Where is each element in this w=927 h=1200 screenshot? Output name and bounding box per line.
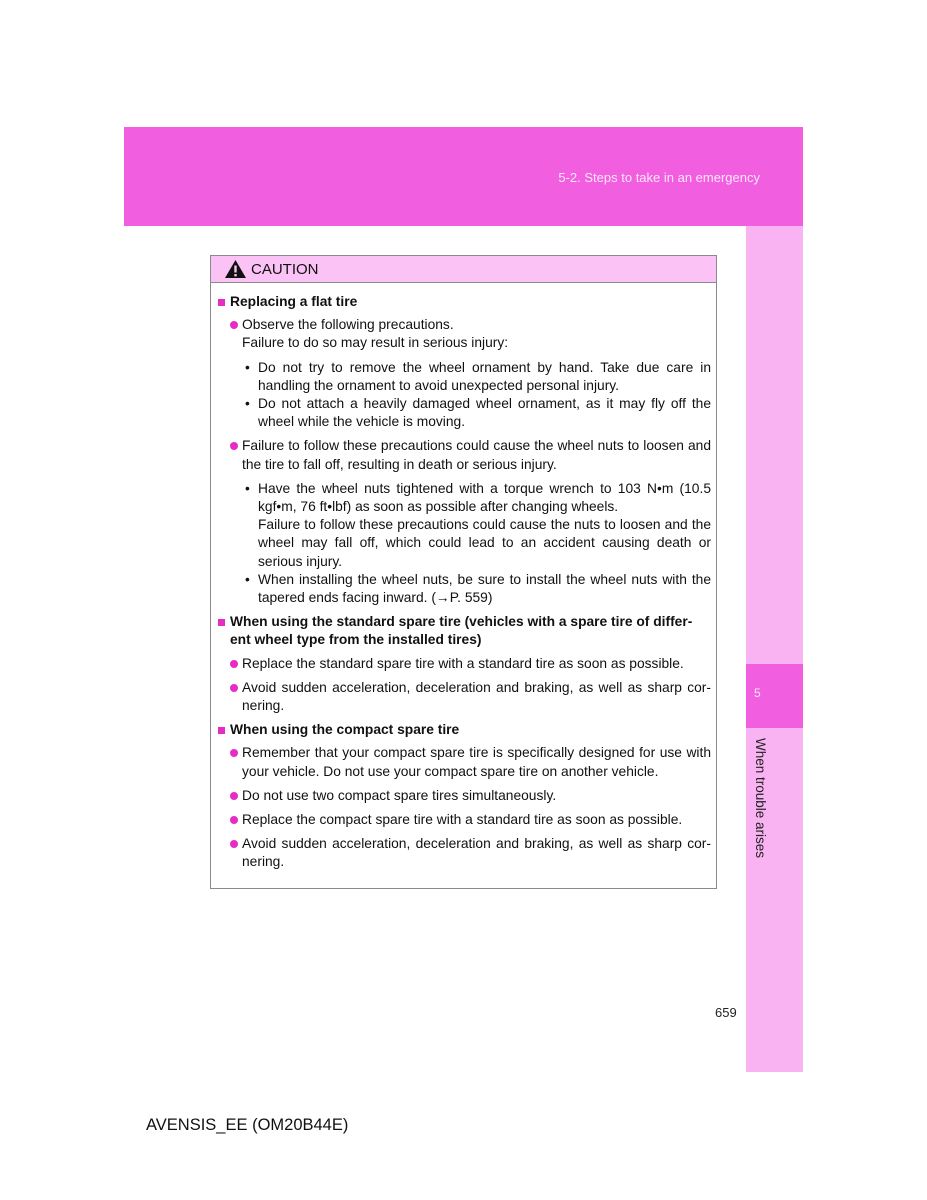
precaution-point: Remember that your compact spare tire is specifically designed for use with your vehicle. Do not use your compact spare tire on another vehicle. [230, 744, 711, 780]
square-bullet-icon [218, 299, 225, 306]
precaution-point: Replace the compact spare tire with a standard tire as soon as possible. [230, 811, 711, 829]
sub-item: • When installing the wheel nuts, be sure to install the wheel nuts with the tapered ends facing inward. (→P. 559) [245, 571, 711, 606]
section-heading: Replacing a flat tire [216, 293, 711, 311]
warning-triangle-icon [224, 259, 247, 279]
caution-title: CAUTION [251, 260, 319, 278]
page-number: 659 [715, 1005, 737, 1020]
precaution-point: Replace the standard spare tire with a standard tire as soon as possible. [230, 655, 711, 673]
chapter-number-box [746, 664, 803, 728]
caution-box [210, 255, 717, 889]
sub-item: • Have the wheel nuts tightened with a torque wrench to 103 N•m (10.5 kgf•m, 76 ft•lbf) as soon as possible after changing wheels. Failure to follow these precautions could cause the nuts to loosen and the wheel may fall off, which could lead to an accident causing death or serious injury. [245, 480, 711, 569]
caution-content [211, 283, 716, 872]
footer-manual-code: AVENSIS_EE (OM20B44E) [146, 1116, 349, 1134]
square-bullet-icon [218, 619, 225, 626]
header-band [124, 127, 803, 226]
precaution-point: Observe the following precautions. Failure to do so may result in serious injury: [230, 316, 711, 352]
circle-bullet-icon [230, 792, 238, 800]
sub-item: • Do not attach a heavily damaged wheel ornament, as it may fly off the wheel while the vehicle is moving. [245, 396, 711, 430]
chapter-side-tab [746, 226, 803, 1072]
sub-list [241, 359, 711, 432]
chapter-label: When trouble arises [753, 738, 768, 859]
precaution-point: Do not use two compact spare tires simultaneously. [230, 787, 711, 805]
circle-bullet-icon [230, 840, 238, 848]
precaution-point: Avoid sudden acceleration, deceleration and braking, as well as sharp cor-nering. [230, 835, 711, 871]
circle-bullet-icon [230, 816, 238, 824]
sub-item: • Do not try to remove the wheel ornament by hand. Take due care in handling the ornament to avoid unexpected personal injury. [245, 359, 711, 393]
precaution-point: Avoid sudden acceleration, deceleration and braking, as well as sharp cor-nering. [230, 679, 711, 715]
section-heading: When using the standard spare tire (vehicles with a spare tire of differ-ent wheel type from the installed tires) [216, 613, 711, 649]
circle-bullet-icon [230, 442, 238, 450]
circle-bullet-icon [230, 321, 238, 329]
circle-bullet-icon [230, 749, 238, 757]
chapter-number: 5 [754, 686, 761, 700]
circle-bullet-icon [230, 660, 238, 668]
section-title: 5-2. Steps to take in an emergency [558, 170, 760, 185]
square-bullet-icon [218, 727, 225, 734]
caution-header [211, 256, 716, 283]
sub-list [241, 480, 711, 607]
precaution-point: Failure to follow these precautions could cause the wheel nuts to loosen and the tire to fall off, resulting in death or serious injury. [230, 437, 711, 473]
circle-bullet-icon [230, 684, 238, 692]
section-heading: When using the compact spare tire [216, 721, 711, 739]
